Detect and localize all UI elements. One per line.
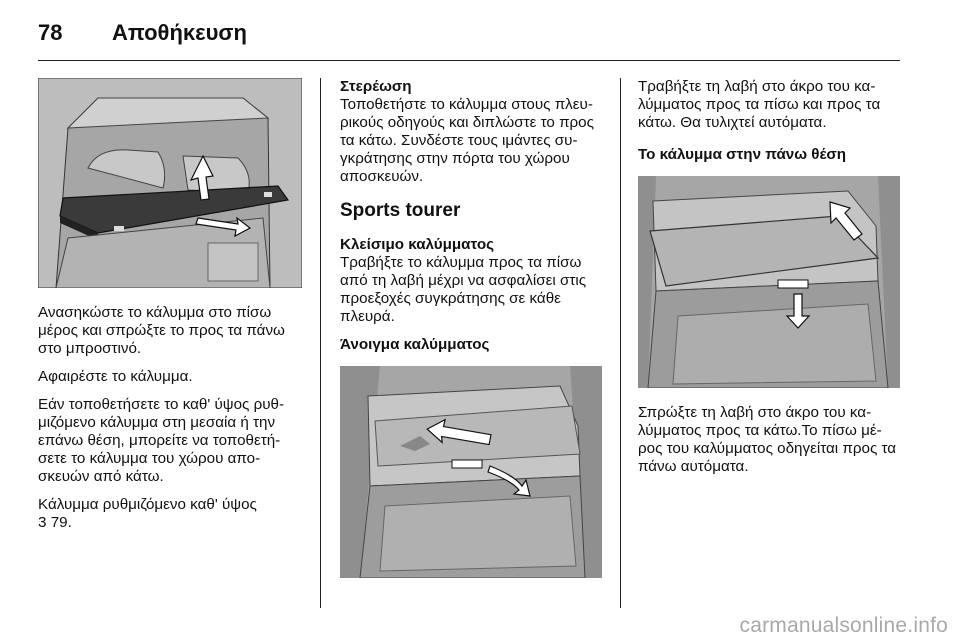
left-column: [38, 78, 302, 532]
left-paragraph-3: Εάν τοποθετήσετε το καθ' ύψος ρυθ- μιζόμενο κάλυμμα στη μεσαία ή την επάνω θέση, μπορείτε να τοποθετή- σετε το κάλυμμα του χώρου απο- σκευών από κάτω.: [38, 396, 285, 485]
left-paragraph-1: Ανασηκώστε το κάλυμμα στο πίσω μέρος και σπρώξτε το προς τα πάνω στο μπροστινό.: [38, 304, 285, 357]
paragraph-fastening: Τοποθετήστε το κάλυμμα στους πλευ- ρικούς οδηγούς και διπλώστε το προς τα κάτω. Συνδέστε τους ιμάντες συ- γκράτησης στην πόρτα του χώρου αποσκευών.: [340, 96, 594, 185]
figure-cover-open: [340, 366, 602, 578]
cover-lift-illustration: [38, 78, 302, 288]
paragraph-closing: Τραβήξτε το κάλυμμα προς τα πίσω από τη λαβή μέχρι να ασφαλίσει στις προεξοχές συγκράτησης σε κάθε πλευρά.: [340, 254, 587, 325]
page-ref-link[interactable]: 79.: [50, 514, 72, 531]
heading-opening: Άνοιγμα καλύμματος: [340, 336, 490, 353]
left-paragraph-4-text: Κάλυμμα ρυθμιζόμενο καθ' ύψος: [38, 496, 257, 513]
cover-upper-illustration: [638, 176, 900, 388]
watermark: carmanualsonline.info: [739, 614, 948, 637]
left-paragraph-2: Αφαιρέστε το κάλυμμα.: [38, 368, 193, 385]
column-divider-2: [620, 78, 621, 608]
paragraph-upper-position: Σπρώξτε τη λαβή στο άκρο του κα- λύμματος προς τα κάτω.Το πίσω μέ- ρος του καλύμματος οδηγείται προς τα πάνω αυτόματα.: [638, 404, 897, 475]
page-title: Αποθήκευση: [112, 20, 247, 45]
header-rule: [38, 60, 900, 61]
middle-column: [340, 78, 602, 578]
heading-sports-tourer: Sports tourer: [340, 200, 461, 221]
page-number: 78: [38, 20, 63, 45]
left-paragraph-4: [38, 496, 302, 532]
page-ref-arrow-icon: 3: [38, 514, 47, 531]
figure-cover-lift: [38, 78, 302, 288]
paragraph-opening: Τραβήξτε τη λαβή στο άκρο του κα- λύμματος προς τα πίσω και προς τα κάτω. Θα τυλιχτεί αυτόματα.: [638, 78, 881, 131]
heading-closing: Κλείσιμο καλύμματος: [340, 236, 495, 253]
cover-open-illustration: [340, 366, 602, 578]
heading-upper-position: Το κάλυμμα στην πάνω θέση: [638, 146, 847, 163]
heading-fastening: Στερέωση: [340, 78, 412, 95]
right-column: [638, 78, 900, 486]
page-header: [38, 14, 900, 56]
column-divider-1: [320, 78, 321, 608]
figure-cover-upper: [638, 176, 900, 388]
